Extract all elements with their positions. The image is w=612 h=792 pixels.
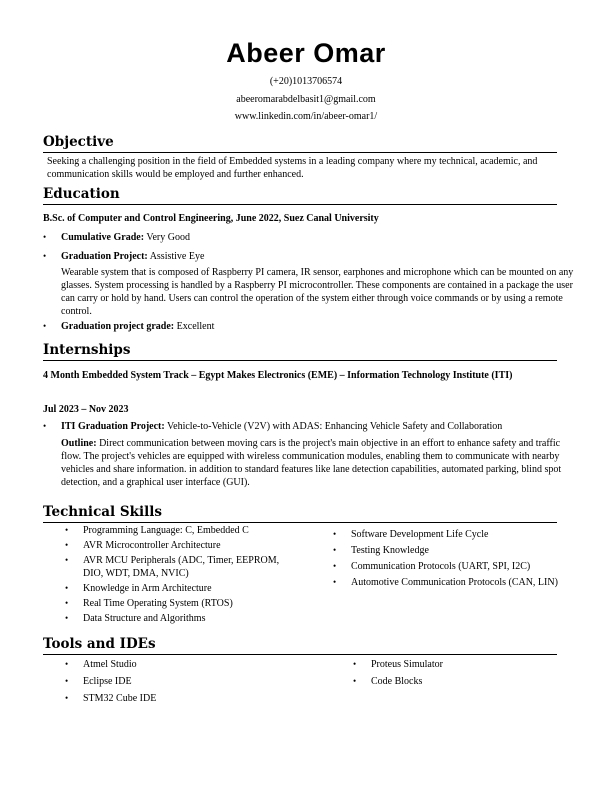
bullet-icon: • [333, 561, 337, 571]
list-item-text: Automotive Communication Protocols (CAN, LIN) [351, 577, 558, 588]
iti-project-label: ITI Graduation Project: [61, 421, 165, 432]
bullet-icon: • [333, 529, 337, 539]
outline-paragraph [61, 437, 571, 489]
project-item [61, 251, 204, 262]
list-item [65, 554, 280, 580]
list-item-text: Programming Language: C, Embedded C [83, 525, 249, 536]
internship-dates: Jul 2023 – Nov 2023 [43, 404, 129, 415]
divider [43, 204, 557, 205]
list-item [333, 576, 563, 589]
bullet-icon: • [65, 613, 69, 623]
skills-left-list [65, 524, 280, 627]
grade-value: Very Good [144, 232, 190, 243]
linkedin-link[interactable]: www.linkedin.com/in/abeer-omar1/ [234, 111, 378, 122]
list-item-text: STM32 Cube IDE [83, 693, 157, 704]
list-item [353, 675, 553, 688]
project-grade-value: Excellent [174, 321, 215, 332]
list-item [65, 675, 285, 688]
section-heading-technical-skills: Technical Skills [43, 504, 162, 520]
list-item-text: Data Structure and Algorithms [83, 613, 206, 624]
section-heading-tools: Tools and IDEs [43, 636, 156, 652]
degree: B.Sc. of Computer and Control Engineering, June 2022, Suez Canal University [43, 213, 379, 224]
bullet-icon: • [43, 321, 47, 331]
list-item [65, 692, 285, 705]
list-item [65, 597, 280, 610]
project-grade-item [61, 321, 214, 332]
bullet-icon: • [65, 659, 69, 669]
divider [43, 522, 557, 523]
list-item-text: Software Development Life Cycle [351, 529, 489, 540]
bullet-icon: • [65, 555, 69, 565]
list-item-text: Testing Knowledge [351, 545, 429, 556]
tools-left-list [65, 658, 285, 709]
bullet-icon: • [43, 232, 47, 242]
tools-right-list [353, 658, 553, 692]
bullet-icon: • [65, 676, 69, 686]
list-item [65, 539, 280, 552]
list-item [333, 544, 563, 557]
internship-track: 4 Month Embedded System Track – Egypt Makes Electronics (EME) – Information Technology Institute (ITI) [43, 370, 513, 381]
list-item-text: Eclipse IDE [83, 676, 132, 687]
list-item-text: Real Time Operating System (RTOS) [83, 598, 233, 609]
list-item [333, 528, 563, 541]
grade-item [61, 232, 190, 243]
list-item [65, 524, 280, 537]
list-item [65, 658, 285, 671]
project-label: Graduation Project: [61, 251, 148, 262]
list-item-text: Proteus Simulator [371, 659, 443, 670]
grade-label: Cumulative Grade: [61, 232, 145, 243]
bullet-icon: • [333, 577, 337, 587]
iti-project-item [61, 421, 571, 432]
bullet-icon: • [353, 676, 357, 686]
bullet-icon: • [65, 540, 69, 550]
divider [43, 152, 557, 153]
list-item [353, 658, 553, 671]
project-grade-label: Graduation project grade: [61, 321, 175, 332]
phone: (+20)1013706574 [269, 76, 343, 87]
iti-project-value: Vehicle-to-Vehicle (V2V) with ADAS: Enhancing Vehicle Safety and Collaboration [164, 421, 503, 432]
list-item-text: AVR MCU Peripherals (ADC, Timer, EEPROM, DIO, WDT, DMA, NVIC) [83, 555, 280, 579]
email-link[interactable]: abeeromarabdelbasit1@gmail.com [236, 94, 376, 105]
project-value: Assistive Eye [147, 251, 205, 262]
candidate-name: Abeer Omar [226, 38, 386, 68]
list-item-text: Code Blocks [371, 676, 423, 687]
outline-text: Direct communication between moving cars is the project's main objective in an effort to enhance safety and traffic flow. The project's vehicles are equipped with wireless communication modules, enabling them to communicate with nearby vehicles and share information. in addition to standard features like lane detection capabilities, automated parking, blind spot detection, and a graphical user interface (GUI). [61, 438, 562, 488]
list-item-text: Knowledge in Arm Architecture [83, 583, 212, 594]
divider [43, 360, 557, 361]
section-heading-internships: Internships [43, 342, 131, 358]
list-item-text: Atmel Studio [83, 659, 137, 670]
bullet-icon: • [333, 545, 337, 555]
bullet-icon: • [65, 598, 69, 608]
bullet-icon: • [353, 659, 357, 669]
objective-text: Seeking a challenging position in the field of Embedded systems in a leading company where my technical, academic, and communication skills would be employed and further enhanced. [47, 156, 538, 180]
section-heading-objective: Objective [43, 134, 114, 150]
outline-label: Outline: [61, 438, 97, 449]
list-item [65, 582, 280, 595]
bullet-icon: • [65, 693, 69, 703]
section-heading-education: Education [43, 186, 120, 202]
list-item-text: AVR Microcontroller Architecture [83, 540, 221, 551]
bullet-icon: • [43, 251, 47, 261]
skills-right-list [333, 528, 563, 592]
list-item [333, 560, 563, 573]
list-item [65, 612, 280, 625]
list-item-text: Communication Protocols (UART, SPI, I2C) [351, 561, 531, 572]
bullet-icon: • [65, 525, 69, 535]
divider [43, 654, 557, 655]
bullet-icon: • [43, 421, 47, 431]
project-description: Wearable system that is composed of Raspberry PI camera, IR sensor, earphones and microphone which can be mounted on any glasses. System processing is handled by a Raspberry PI microcontroller. These components are contained in a package the user can carry or hold by hand. Users can control the operation of the system either through voice commands or by using a remote control. [61, 267, 574, 317]
bullet-icon: • [65, 583, 69, 593]
